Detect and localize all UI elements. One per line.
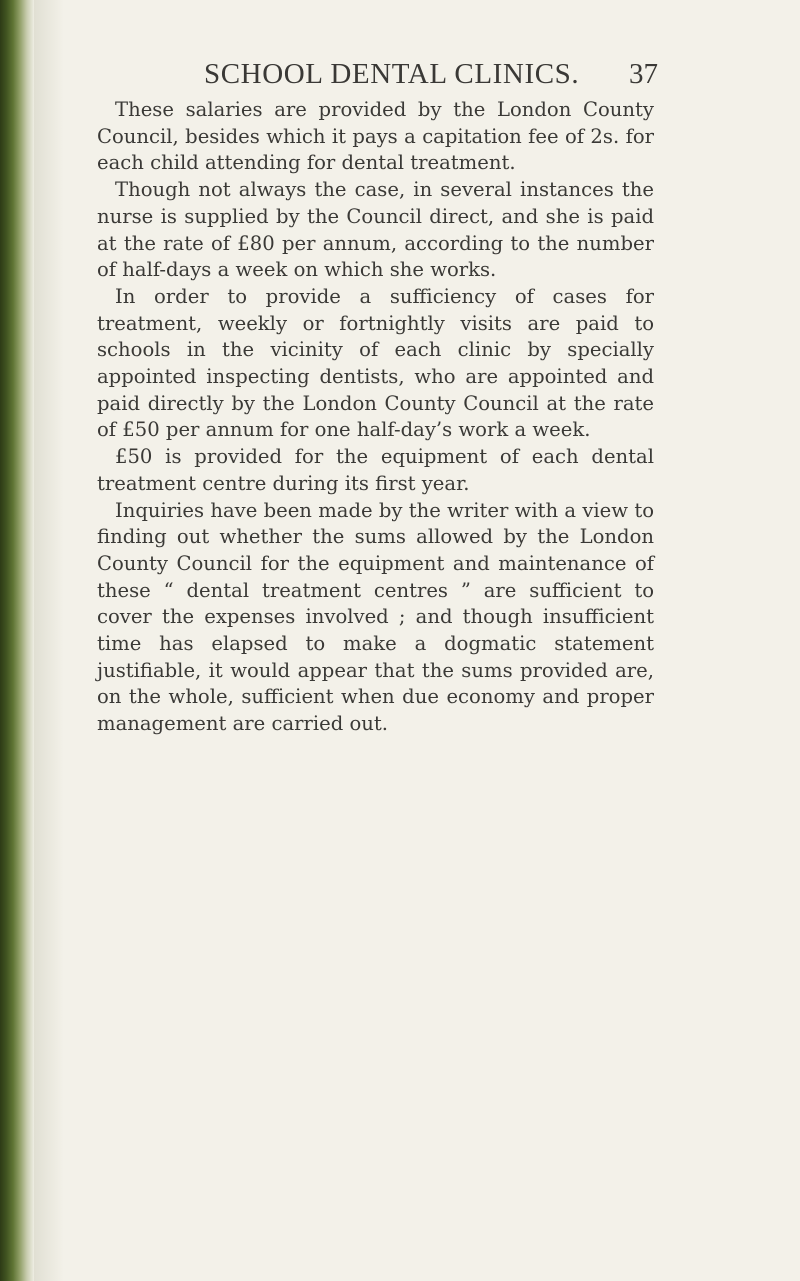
running-head: SCHOOL DENTAL CLINICS. (204, 58, 580, 90)
paragraph-nurse: Though not always the case, in several instances the nurse is supplied by the Council direct, and she is paid at the rate of £80 per annum, according to the number of half-days a week on which she works. (97, 178, 654, 282)
paragraph-inspecting-dentists: In order to provide a sufficiency of cases for treatment, weekly or fortnightly visits are paid to schools in the vicinity of each clinic by specially appointed inspecting dentists, who are appointed and paid directly by the London County Council at the rate of £50 per annum for one half-day’s work a week. (97, 284, 654, 442)
paragraph-inquiries: Inquiries have been made by the writer with a view to finding out whether the sums allowed by the London County Council for the equipment and maintenance of these “ dental treatment centres ” are sufficient to cover the expenses involved ; and though insufficient time has elapsed to make a dogmatic statement justifiable, it would appear that the sums provided are, on the whole, sufficient when due economy and proper management are carried out. (97, 498, 654, 736)
page-number: 37 (629, 58, 658, 90)
body-text (97, 97, 654, 738)
page-header (204, 58, 658, 98)
book-binding-gutter (0, 0, 34, 1281)
paragraph-salaries: These salaries are provided by the London County Council, besides which it pays a capitation fee of 2s. for each child attending for dental treatment. (97, 98, 654, 175)
page-curve-shadow (34, 0, 64, 1281)
paragraph-equipment: £50 is provided for the equipment of each dental treatment centre during its first year. (97, 445, 654, 495)
